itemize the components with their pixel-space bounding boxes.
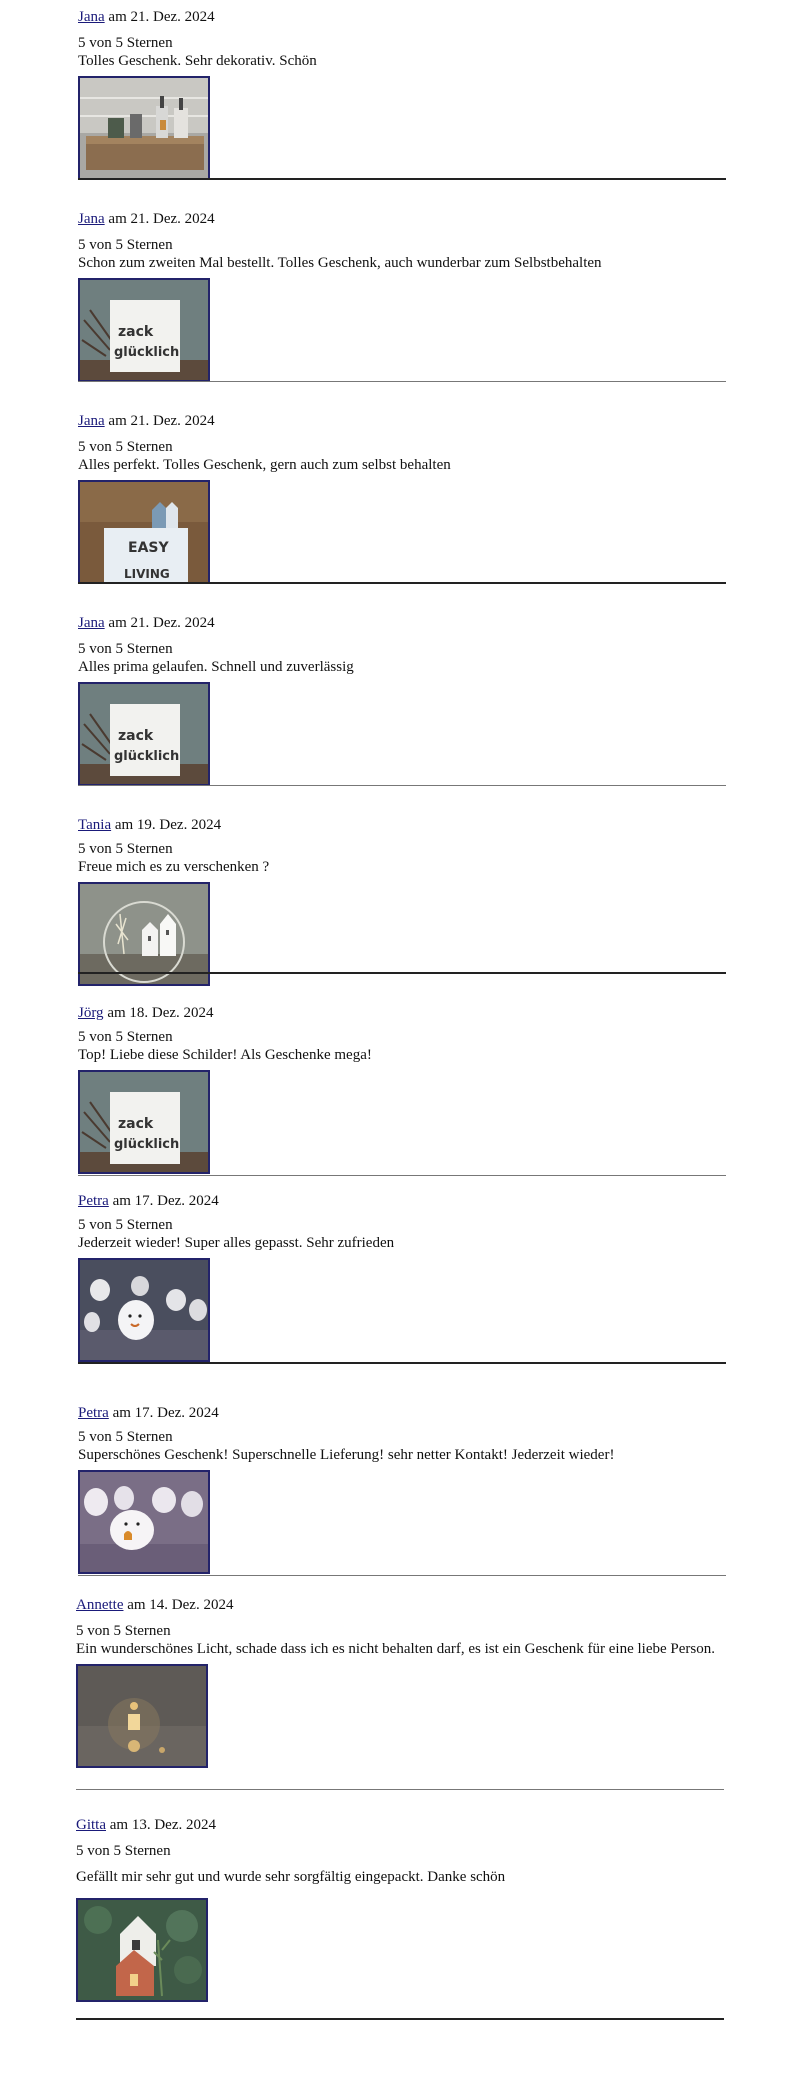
review-text: Alles prima gelaufen. Schnell und zuverlässig — [78, 659, 354, 675]
review-date: am 21. Dez. 2024 — [108, 211, 215, 227]
sign-text: glücklich — [114, 1137, 180, 1152]
review-photo[interactable] — [76, 1664, 208, 1768]
sign-image — [80, 280, 208, 380]
sign-text: zack — [118, 728, 154, 744]
review-text: Superschönes Geschenk! Superschnelle Lieferung! sehr netter Kontakt! Jederzeit wieder! — [78, 1447, 615, 1463]
review-item — [78, 412, 726, 584]
review-date: am 14. Dez. 2024 — [127, 1597, 234, 1613]
review-date: am 21. Dez. 2024 — [108, 9, 215, 25]
review-photo[interactable] — [78, 1470, 210, 1574]
star-rating: 5 von 5 Sternen — [78, 1429, 173, 1445]
review-date: am 18. Dez. 2024 — [107, 1005, 214, 1021]
review-item — [78, 614, 726, 786]
review-item — [78, 1004, 726, 1176]
star-rating: 5 von 5 Sternen — [76, 1843, 171, 1859]
divider — [78, 1575, 726, 1576]
tray-with-bottles-image — [80, 78, 208, 178]
review-item — [78, 1192, 726, 1364]
sign-text: EASY — [128, 540, 169, 556]
review-text: Ein wunderschönes Licht, schade dass ich es nicht behalten darf, es ist ein Geschenk für eine liebe Person. — [76, 1641, 715, 1657]
review-item — [78, 8, 726, 180]
divider — [78, 785, 726, 786]
star-rating: 5 von 5 Sternen — [78, 35, 173, 51]
review-photo[interactable] — [78, 76, 210, 180]
candle-light-image — [78, 1666, 206, 1766]
review-photo[interactable] — [78, 682, 210, 786]
review-header — [78, 1004, 726, 1022]
review-item — [78, 1404, 726, 1576]
sign-image — [80, 684, 208, 784]
reviewer-link[interactable]: Jana — [78, 413, 105, 429]
sign-image — [80, 1072, 208, 1172]
review-header — [78, 1192, 726, 1210]
review-date: am 19. Dez. 2024 — [114, 817, 222, 833]
divider — [78, 381, 726, 382]
review-item — [78, 816, 726, 974]
star-rating: 5 von 5 Sternen — [78, 439, 173, 455]
houses-image — [80, 884, 208, 984]
sign-text: glücklich — [114, 749, 180, 764]
reviewer-link[interactable]: Petra — [78, 1405, 109, 1421]
divider — [76, 2018, 724, 2020]
divider — [76, 1789, 724, 1790]
review-photo[interactable] — [78, 480, 210, 584]
review-date: am 13. Dez. 2024 — [109, 1817, 216, 1833]
review-header — [78, 614, 726, 632]
review-date: am 17. Dez. 2024 — [112, 1193, 219, 1209]
reviewer-link[interactable]: Annette — [76, 1597, 124, 1613]
divider — [78, 1362, 726, 1364]
review-item — [76, 1816, 724, 2020]
review-header — [76, 1816, 724, 1834]
reviewer-link[interactable]: Gitta — [76, 1817, 106, 1833]
review-header — [78, 816, 726, 834]
reviewer-link[interactable]: Jana — [78, 9, 105, 25]
review-date: am 21. Dez. 2024 — [108, 615, 215, 631]
house-lantern-image — [78, 1900, 206, 2000]
review-item — [78, 210, 726, 382]
star-rating: 5 von 5 Sternen — [78, 237, 173, 253]
divider — [78, 178, 726, 180]
sign-text: zack — [118, 324, 154, 340]
star-rating: 5 von 5 Sternen — [78, 1217, 173, 1233]
review-header — [78, 8, 726, 26]
review-text: Schon zum zweiten Mal bestellt. Tolles Geschenk, auch wunderbar zum Selbstbehalten — [78, 255, 602, 271]
sign-text: glücklich — [114, 345, 180, 360]
review-photo[interactable] — [78, 882, 210, 986]
review-header — [78, 412, 726, 430]
review-item — [76, 1596, 724, 1790]
star-rating: 5 von 5 Sternen — [78, 841, 173, 857]
review-photo[interactable] — [76, 1898, 208, 2002]
divider — [78, 582, 726, 584]
sign-text: LIVING — [124, 567, 170, 581]
review-text: Freue mich es zu verschenken ? — [78, 859, 270, 875]
review-text: Tolles Geschenk. Sehr dekorativ. Schön — [78, 53, 317, 69]
reviewer-link[interactable]: Jana — [78, 615, 105, 631]
review-photo[interactable] — [78, 1070, 210, 1174]
review-header — [76, 1596, 724, 1614]
review-text: Top! Liebe diese Schilder! Als Geschenke mega! — [78, 1047, 372, 1063]
ghost-figures-image — [80, 1260, 208, 1360]
divider — [78, 1175, 726, 1176]
review-text: Gefällt mir sehr gut und wurde sehr sorgfältig eingepackt. Danke schön — [76, 1869, 506, 1885]
review-text: Jederzeit wieder! Super alles gepasst. Sehr zufrieden — [78, 1235, 395, 1251]
reviewer-link[interactable]: Petra — [78, 1193, 109, 1209]
reviewer-link[interactable]: Jana — [78, 211, 105, 227]
sign-text: zack — [118, 1116, 154, 1132]
pumpkin-ghosts-image — [80, 1472, 208, 1572]
review-header — [78, 210, 726, 228]
review-header — [78, 1404, 726, 1422]
divider — [78, 972, 726, 974]
reviewer-link[interactable]: Tania — [78, 817, 112, 833]
star-rating: 5 von 5 Sternen — [78, 641, 173, 657]
review-text: Alles perfekt. Tolles Geschenk, gern auch zum selbst behalten — [78, 457, 451, 473]
star-rating: 5 von 5 Sternen — [78, 1029, 173, 1045]
review-date: am 17. Dez. 2024 — [112, 1405, 219, 1421]
review-date: am 21. Dez. 2024 — [108, 413, 215, 429]
sign-image — [80, 482, 208, 582]
star-rating: 5 von 5 Sternen — [76, 1623, 171, 1639]
review-photo[interactable] — [78, 1258, 210, 1362]
reviewer-link[interactable]: Jörg — [78, 1005, 104, 1021]
review-photo[interactable] — [78, 278, 210, 382]
